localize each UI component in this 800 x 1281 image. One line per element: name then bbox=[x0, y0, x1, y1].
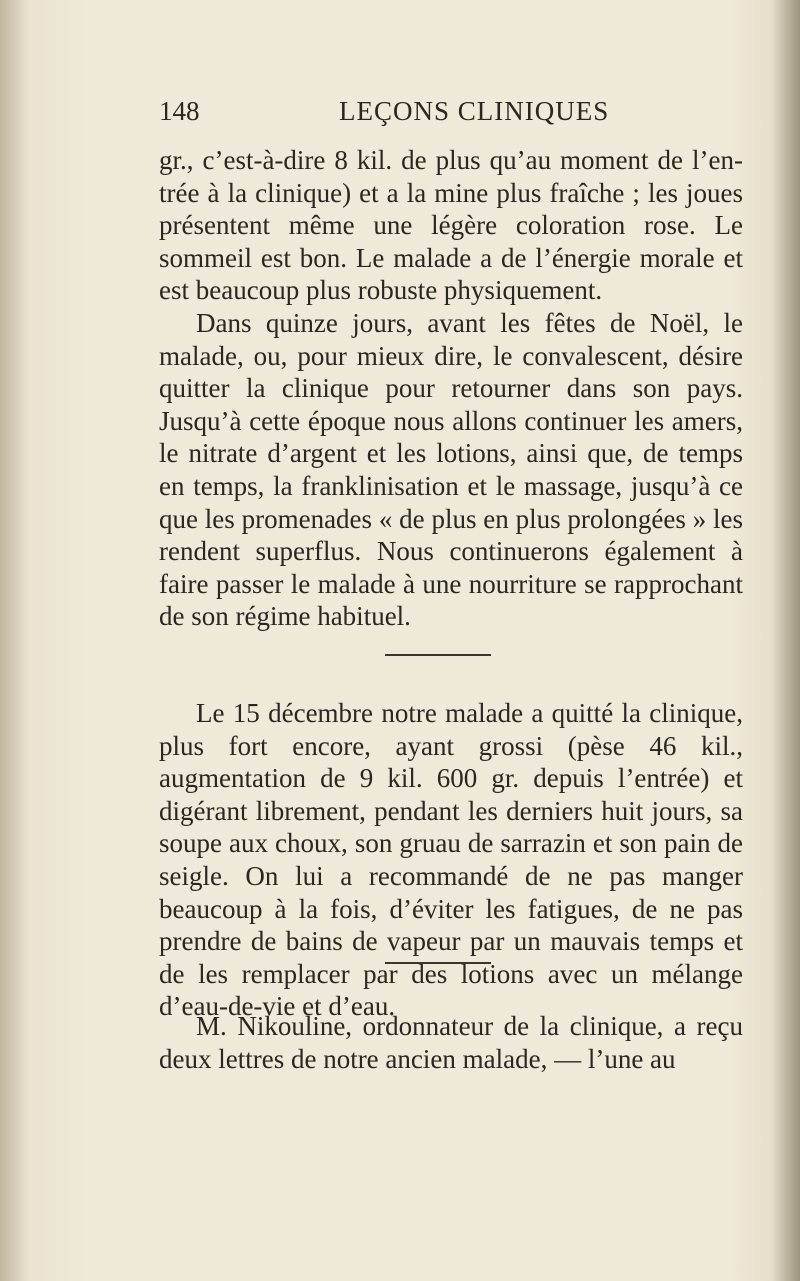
binding-shadow bbox=[0, 0, 30, 1281]
page-header bbox=[159, 96, 747, 136]
paragraph-4: M. Nikouline, ordonnateur de la clinique, a reçu deux lettres de notre ancien malade, — l’une au bbox=[159, 1011, 743, 1074]
paragraph-2: Dans quinze jours, avant les fêtes de Noël, le malade, ou, pour mieux dire, le convalescent, désire quitter la clinique pour retourner dans son pays. Jusqu’à cette époque nous allons continuer les amers, le nitrate d’argent et les lotions, ainsi que, de temps en temps, la franklinisation et le massage, jusqu’à ce que les promenades « de plus en plus prolongées » les rendent superflus. Nous continuerons également à faire passer le malade à une nourriture se rapprochant de son régime habituel. bbox=[159, 307, 743, 632]
text-block-2 bbox=[159, 697, 743, 1023]
page-edge-shadow bbox=[772, 0, 800, 1281]
running-head: LEÇONS CLINIQUES bbox=[339, 96, 610, 126]
text-block-1 bbox=[159, 144, 743, 633]
section-divider-2 bbox=[385, 962, 491, 964]
page-number: 148 bbox=[159, 96, 200, 126]
section-divider-1 bbox=[385, 654, 491, 656]
text-block-3 bbox=[159, 1010, 743, 1075]
paragraph-3: Le 15 décembre notre malade a quitté la clinique, plus fort encore, ayant grossi (pèse 46 kil., augmentation de 9 kil. 600 gr. depuis l’entrée) et digérant librement, pendant les derniers huit jours, sa soupe aux choux, son gruau de sarrazin et son pain de seigle. On lui a recommandé de ne pas manger beaucoup à la fois, d’éviter les fatigues, de ne pas prendre de bains de vapeur par un mauvais temps et de les remplacer par des lotions avec un mélange d’eau-de-vie et d’eau. bbox=[159, 698, 743, 1022]
paragraph-1: gr., c’est-à-dire 8 kil. de plus qu’au moment de l’entrée à la clinique) et a la mine plus fraîche ; les joues présentent même une légère coloration rose. Le sommeil est bon. Le malade a de l’énergie morale et est beaucoup plus robuste physiquement. bbox=[159, 145, 743, 306]
